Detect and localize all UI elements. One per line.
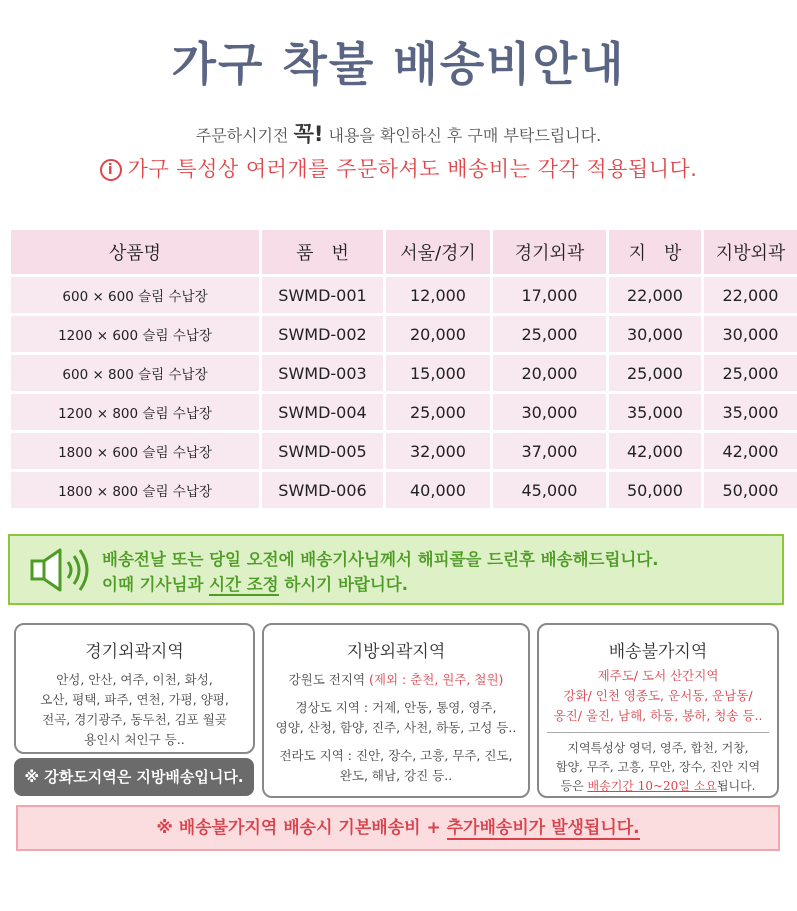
header-gyeonggi-outer: 경기외곽 xyxy=(493,230,606,274)
fee-seoul-gyeonggi: 20,000 xyxy=(386,316,490,352)
province-outer-region-box xyxy=(262,623,530,798)
fee-gyeonggi-outer: 25,000 xyxy=(493,316,606,352)
fee-gyeonggi-outer: 30,000 xyxy=(493,394,606,430)
delivery-call-notice xyxy=(8,534,784,605)
divider xyxy=(547,732,769,733)
fee-province-outer: 50,000 xyxy=(704,472,797,508)
gyeonggi-outer-region-box xyxy=(14,623,255,754)
ganghwa-note: ※ 강화도지역은 지방배송입니다. xyxy=(14,758,254,796)
delivery-notice-line1: 배송전날 또는 당일 오전에 배송기사님께서 해피콜을 드린후 배송해드립니다. xyxy=(102,550,659,569)
delay-period: 배송기간 10~20일 소요 xyxy=(587,779,717,793)
product-code: SWMD-003 xyxy=(262,355,383,391)
product-name: 600 × 800 슬림 수납장 xyxy=(11,355,259,391)
region-line xyxy=(264,670,528,690)
table-row xyxy=(11,277,797,313)
region-line: 전라도 지역 : 진안, 장수, 고흥, 무주, 진도, xyxy=(279,748,513,763)
fee-province-outer: 30,000 xyxy=(704,316,797,352)
region-list xyxy=(264,670,528,786)
fee-gyeonggi-outer: 45,000 xyxy=(493,472,606,508)
delay-before: 등은 xyxy=(560,779,588,793)
region-list xyxy=(539,666,777,726)
fee-province: 25,000 xyxy=(609,355,701,391)
header-seoul-gyeonggi: 서울/경기 xyxy=(386,230,490,274)
line2-before: 이때 기사님과 xyxy=(102,575,210,594)
fee-province-outer: 42,000 xyxy=(704,433,797,469)
product-code: SWMD-004 xyxy=(262,394,383,430)
region-line: 오산, 평택, 파주, 연천, 가평, 양평, xyxy=(40,692,229,707)
table-row xyxy=(11,433,797,469)
info-icon: i xyxy=(100,159,122,181)
region-line: 경상도 지역 : 거제, 안동, 통영, 영주, xyxy=(295,700,497,715)
subtitle-after: 내용을 확인하신 후 구매 부탁드립니다. xyxy=(323,126,602,145)
fee-gyeonggi-outer: 37,000 xyxy=(493,433,606,469)
table-row xyxy=(11,355,797,391)
fee-seoul-gyeonggi: 15,000 xyxy=(386,355,490,391)
delivery-notice-line2 xyxy=(102,572,659,597)
price-notice xyxy=(0,153,797,183)
fee-province-outer: 35,000 xyxy=(704,394,797,430)
subtitle-before: 주문하시기전 xyxy=(195,126,294,145)
line2-after: 하시기 바랍니다. xyxy=(278,575,408,594)
header-product-code: 품 번 xyxy=(262,230,383,274)
product-name: 1200 × 600 슬림 수납장 xyxy=(11,316,259,352)
speaker-icon xyxy=(30,546,100,594)
region-line: 완도, 해남, 강진 등.. xyxy=(339,768,453,783)
table-row xyxy=(11,472,797,508)
region-line: 강화/ 인천 영종도, 운서동, 운남동/ xyxy=(563,688,753,703)
notice-text: 가구 특성상 여러개를 주문하셔도 배송비는 각각 적용됩니다. xyxy=(127,157,698,181)
region-line: 용인시 처인구 등.. xyxy=(84,732,185,747)
shipping-fee-table xyxy=(8,227,797,511)
gangwon-exclusion: (제외 : 춘천, 원주, 철원) xyxy=(369,672,504,687)
region-line: 함양, 무주, 고흥, 무안, 장수, 진안 지역 xyxy=(555,760,761,774)
product-name: 1800 × 800 슬림 수납장 xyxy=(11,472,259,508)
fee-gyeonggi-outer: 17,000 xyxy=(493,277,606,313)
region-title: 지방외곽지역 xyxy=(346,642,446,662)
header-product-name: 상품명 xyxy=(11,230,259,274)
table-row xyxy=(11,316,797,352)
subtitle xyxy=(0,118,797,148)
region-list xyxy=(16,670,253,750)
product-name: 600 × 600 슬림 수납장 xyxy=(11,277,259,313)
fee-province: 35,000 xyxy=(609,394,701,430)
extra-fee-before: ※ 배송불가지역 배송시 기본배송비 + xyxy=(156,818,447,838)
region-title: 경기외곽지역 xyxy=(85,642,184,662)
header-province: 지 방 xyxy=(609,230,701,274)
delay-after: 됩니다. xyxy=(716,779,756,793)
table-row xyxy=(11,394,797,430)
undeliverable-region-box xyxy=(537,623,779,798)
fee-province-outer: 22,000 xyxy=(704,277,797,313)
header-province-outer: 지방외곽 xyxy=(704,230,797,274)
fee-province: 30,000 xyxy=(609,316,701,352)
extra-fee-underlined: 추가배송비가 발생됩니다. xyxy=(446,818,640,838)
region-line: 제주도/ 도서 산간지역 xyxy=(597,668,719,683)
fee-seoul-gyeonggi: 12,000 xyxy=(386,277,490,313)
fee-seoul-gyeonggi: 25,000 xyxy=(386,394,490,430)
region-delay-list xyxy=(539,739,777,796)
product-code: SWMD-005 xyxy=(262,433,383,469)
fee-province-outer: 25,000 xyxy=(704,355,797,391)
region-line: 전곡, 경기광주, 동두천, 김포 월곶 xyxy=(42,712,227,727)
product-name: 1800 × 600 슬림 수납장 xyxy=(11,433,259,469)
fee-seoul-gyeonggi: 32,000 xyxy=(386,433,490,469)
subtitle-emphasis: 꼭! xyxy=(293,122,324,146)
region-line xyxy=(539,777,777,796)
region-line: 지역특성상 영덕, 영주, 합천, 거창, xyxy=(567,741,749,755)
region-line: 안성, 안산, 여주, 이천, 화성, xyxy=(56,672,213,687)
extra-fee-notice xyxy=(16,805,780,851)
gangwon-label: 강원도 전지역 xyxy=(288,672,369,687)
fee-seoul-gyeonggi: 40,000 xyxy=(386,472,490,508)
region-line: 옹진/ 울진, 남해, 하동, 봉하, 청송 등.. xyxy=(553,708,763,723)
fee-province: 22,000 xyxy=(609,277,701,313)
product-code: SWMD-006 xyxy=(262,472,383,508)
product-code: SWMD-002 xyxy=(262,316,383,352)
page-title: 가구 착불 배송비안내 xyxy=(171,37,626,91)
region-line: 영양, 산청, 함양, 진주, 사천, 하동, 고성 등.. xyxy=(275,720,517,735)
fee-gyeonggi-outer: 20,000 xyxy=(493,355,606,391)
fee-province: 50,000 xyxy=(609,472,701,508)
product-code: SWMD-001 xyxy=(262,277,383,313)
fee-province: 42,000 xyxy=(609,433,701,469)
line2-underlined: 시간 조정 xyxy=(209,575,279,594)
delivery-notice-text xyxy=(102,547,659,597)
table-header-row xyxy=(11,230,797,274)
product-name: 1200 × 800 슬림 수납장 xyxy=(11,394,259,430)
region-title: 배송불가지역 xyxy=(608,642,708,662)
